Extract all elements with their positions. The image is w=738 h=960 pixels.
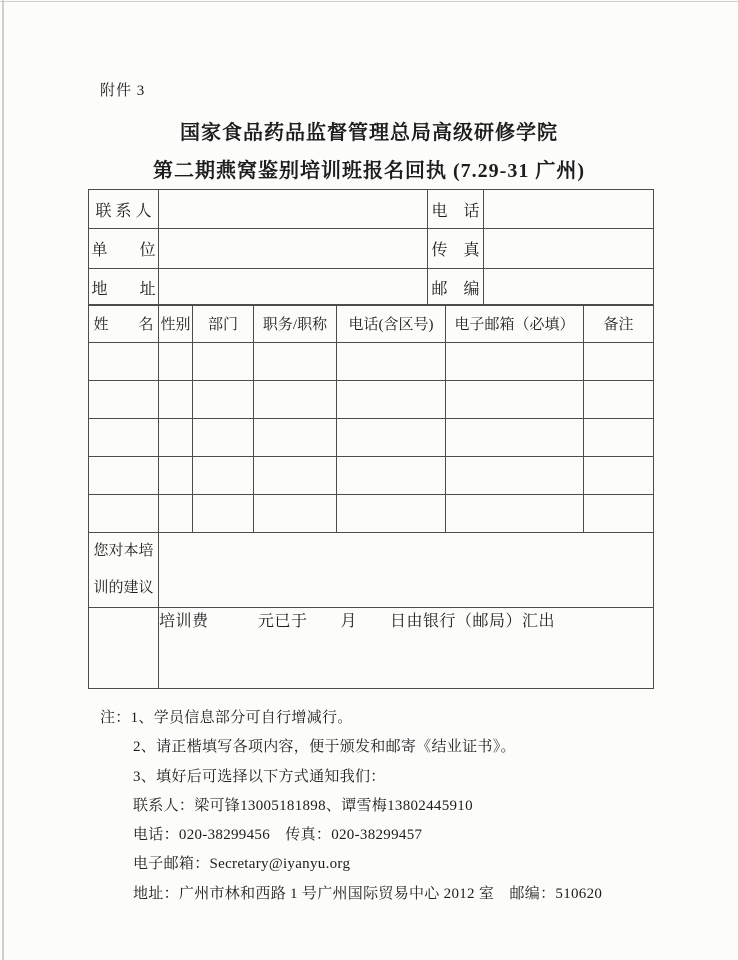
fee-row-label-cell bbox=[89, 608, 159, 689]
attendee-cell[interactable] bbox=[89, 495, 159, 533]
col-remarks-header: 备注 bbox=[584, 305, 654, 343]
attendee-cell[interactable] bbox=[193, 495, 254, 533]
col-email-header: 电子邮箱（必填） bbox=[446, 305, 584, 343]
attendee-cell[interactable] bbox=[89, 457, 159, 495]
attachment-label: 附件 3 bbox=[100, 83, 146, 99]
attendee-cell[interactable] bbox=[159, 343, 193, 381]
address-label: 地 址 bbox=[89, 269, 159, 306]
attendee-table bbox=[88, 304, 654, 533]
note-line-1: 注：1、学员信息部分可自行增减行。 bbox=[100, 710, 353, 726]
document-title-line2: 第二期燕窝鉴别培训班报名回执 (7.29-31 广州) bbox=[153, 160, 585, 182]
attendee-cell[interactable] bbox=[254, 495, 337, 533]
postcode-label: 邮 编 bbox=[428, 269, 484, 306]
attendee-cell[interactable] bbox=[159, 381, 193, 419]
address-field[interactable] bbox=[159, 269, 428, 306]
attendee-cell[interactable] bbox=[193, 457, 254, 495]
attendee-cell[interactable] bbox=[159, 419, 193, 457]
attendee-cell[interactable] bbox=[584, 419, 654, 457]
attendee-cell[interactable] bbox=[193, 343, 254, 381]
table-row bbox=[89, 190, 654, 229]
fax-label: 传 真 bbox=[428, 229, 484, 269]
suggestion-label: 您对本培训的建议 bbox=[89, 533, 159, 608]
attendee-cell[interactable] bbox=[446, 457, 584, 495]
attendee-cell[interactable] bbox=[254, 457, 337, 495]
attendee-cell[interactable] bbox=[446, 381, 584, 419]
organization-label: 单 位 bbox=[89, 229, 159, 269]
attendee-cell[interactable] bbox=[337, 343, 446, 381]
attendee-cell[interactable] bbox=[337, 457, 446, 495]
note-line-3: 3、填好后可选择以下方式通知我们： bbox=[133, 768, 386, 785]
attendee-cell[interactable] bbox=[446, 495, 584, 533]
attendee-cell[interactable] bbox=[446, 343, 584, 381]
table-row bbox=[89, 269, 654, 306]
attendee-cell[interactable] bbox=[337, 419, 446, 457]
attendee-row bbox=[89, 381, 654, 419]
suggestion-field[interactable] bbox=[159, 533, 654, 608]
attendee-cell[interactable] bbox=[159, 457, 193, 495]
attendee-cell[interactable] bbox=[254, 381, 337, 419]
col-gender-header: 性别 bbox=[159, 305, 193, 343]
notes-section bbox=[100, 704, 602, 909]
scan-edge-top bbox=[0, 1, 738, 2]
fax-field[interactable] bbox=[484, 229, 654, 269]
contact-person-label: 联 系 人 bbox=[89, 190, 159, 229]
attendee-cell[interactable] bbox=[584, 381, 654, 419]
attendee-cell[interactable] bbox=[584, 343, 654, 381]
attendee-cell[interactable] bbox=[89, 419, 159, 457]
attendee-cell[interactable] bbox=[89, 343, 159, 381]
attendee-cell[interactable] bbox=[89, 381, 159, 419]
postcode-field[interactable] bbox=[484, 269, 654, 306]
attendee-cell[interactable] bbox=[193, 381, 254, 419]
attendee-cell[interactable] bbox=[337, 381, 446, 419]
attendee-cell[interactable] bbox=[159, 495, 193, 533]
table-row bbox=[89, 608, 654, 689]
col-name-header: 姓 名 bbox=[89, 305, 159, 343]
note-line-7: 地址：广州市林和西路 1 号广州国际贸易中心 2012 室 邮编：510620 bbox=[133, 885, 603, 902]
phone-field[interactable] bbox=[484, 190, 654, 229]
attendee-row bbox=[89, 457, 654, 495]
bottom-table bbox=[88, 532, 654, 689]
note-line-6: 电子邮箱：Secretary@iyanyu.org bbox=[133, 856, 351, 873]
attendee-cell[interactable] bbox=[254, 419, 337, 457]
phone-label: 电 话 bbox=[428, 190, 484, 229]
contact-person-field[interactable] bbox=[159, 190, 428, 229]
table-row bbox=[89, 533, 654, 608]
col-department-header: 部门 bbox=[193, 305, 254, 343]
attendee-cell[interactable] bbox=[193, 419, 254, 457]
attendee-cell[interactable] bbox=[584, 457, 654, 495]
attendee-row bbox=[89, 343, 654, 381]
attendee-cell[interactable] bbox=[337, 495, 446, 533]
contact-table bbox=[88, 189, 654, 306]
table-row bbox=[89, 229, 654, 269]
attendee-row bbox=[89, 495, 654, 533]
col-phone-header: 电话(含区号) bbox=[337, 305, 446, 343]
organization-field[interactable] bbox=[159, 229, 428, 269]
attendee-cell[interactable] bbox=[584, 495, 654, 533]
attendee-cell[interactable] bbox=[254, 343, 337, 381]
fee-statement[interactable]: 培训费 元已于 月 日由银行（邮局）汇出 bbox=[159, 608, 654, 689]
col-position-header: 职务/职称 bbox=[254, 305, 337, 343]
attendee-cell[interactable] bbox=[446, 419, 584, 457]
document-title-line1: 国家食品药品监督管理总局高级研修学院 bbox=[180, 122, 558, 144]
note-line-2: 2、请正楷填写各项内容，便于颁发和邮寄《结业证书》。 bbox=[133, 739, 516, 756]
note-line-5: 电话：020-38299456 传真：020-38299457 bbox=[133, 827, 423, 844]
note-line-4: 联系人：梁可锋13005181898、谭雪梅13802445910 bbox=[133, 797, 473, 814]
attendee-header-row bbox=[89, 305, 654, 343]
attendee-row bbox=[89, 419, 654, 457]
